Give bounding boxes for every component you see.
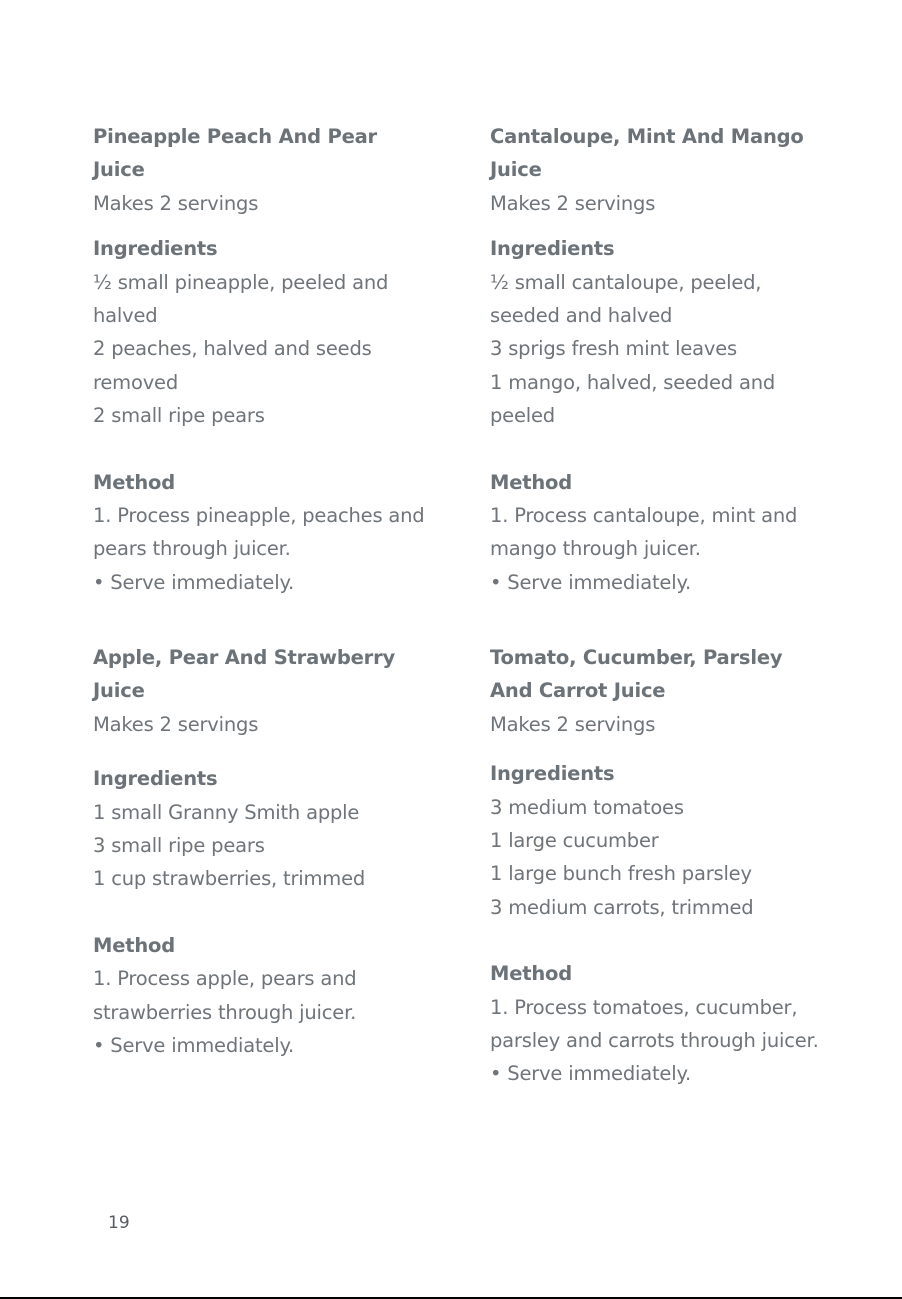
ingredient-line: removed — [93, 370, 179, 394]
recipe-tomato-cucumber-parsley-carrot — [490, 641, 830, 1091]
ingredient-line: ½ small pineapple, peeled and — [93, 270, 389, 294]
ingredient-line: 2 small ripe pears — [93, 404, 265, 428]
ingredient-line: 1 large bunch fresh parsley — [490, 862, 752, 886]
method-line: • Serve immediately. — [490, 1062, 691, 1086]
ingredient-line: halved — [93, 304, 158, 328]
recipe-pineapple-peach-pear — [93, 120, 433, 599]
method-line: parsley and carrots through juicer. — [490, 1029, 819, 1053]
ingredient-line: 3 medium carrots, trimmed — [490, 895, 754, 919]
servings: Makes 2 servings — [93, 712, 259, 736]
ingredient-line: 3 sprigs fresh mint leaves — [490, 337, 737, 361]
ingredient-line: 1 large cucumber — [490, 829, 659, 853]
recipe-cantaloupe-mint-mango — [490, 120, 830, 599]
page-number: 19 — [108, 1213, 130, 1233]
ingredient-line: seeded and halved — [490, 304, 673, 328]
method-line: 1. Process pineapple, peaches and — [93, 504, 425, 528]
method-line: • Serve immediately. — [93, 1034, 294, 1058]
servings: Makes 2 servings — [490, 712, 656, 736]
ingredient-line: 1 cup strawberries, trimmed — [93, 867, 366, 891]
method-line: 1. Process apple, pears and — [93, 967, 357, 991]
method-line: • Serve immediately. — [93, 570, 294, 594]
ingredients-heading: Ingredients — [93, 767, 218, 791]
method-line: mango through juicer. — [490, 537, 701, 561]
recipe-title: Juice — [93, 158, 145, 182]
recipe-apple-pear-strawberry — [93, 641, 433, 1062]
method-line: 1. Process cantaloupe, mint and — [490, 504, 798, 528]
ingredients-heading: Ingredients — [490, 237, 615, 261]
ingredients-heading: Ingredients — [93, 237, 218, 261]
ingredient-line: 3 small ripe pears — [93, 834, 265, 858]
method-line: • Serve immediately. — [490, 570, 691, 594]
ingredient-line: 2 peaches, halved and seeds — [93, 337, 372, 361]
ingredient-line: peeled — [490, 404, 555, 428]
ingredients-heading: Ingredients — [490, 762, 615, 786]
recipe-title: Juice — [93, 679, 145, 703]
servings: Makes 2 servings — [490, 191, 656, 215]
ingredient-line: 1 small Granny Smith apple — [93, 800, 360, 824]
ingredient-line: 1 mango, halved, seeded and — [490, 370, 776, 394]
ingredient-line: 3 medium tomatoes — [490, 795, 684, 819]
method-heading: Method — [93, 470, 175, 494]
recipe-title: Pineapple Peach And Pear — [93, 125, 377, 148]
method-line: strawberries through juicer. — [93, 1000, 357, 1024]
recipe-title: And Carrot Juice — [490, 679, 666, 703]
method-heading: Method — [490, 470, 572, 494]
recipe-title: Apple, Pear And Strawberry — [93, 646, 396, 669]
method-heading: Method — [93, 933, 175, 957]
recipe-title: Cantaloupe, Mint And Mango — [490, 125, 804, 148]
method-line: 1. Process tomatoes, cucumber, — [490, 995, 798, 1019]
recipe-title: Tomato, Cucumber, Parsley — [490, 646, 783, 669]
method-line: pears through juicer. — [93, 537, 291, 561]
servings: Makes 2 servings — [93, 191, 259, 215]
recipe-title: Juice — [490, 158, 542, 182]
ingredient-line: ½ small cantaloupe, peeled, — [490, 270, 762, 294]
method-heading: Method — [490, 962, 572, 986]
